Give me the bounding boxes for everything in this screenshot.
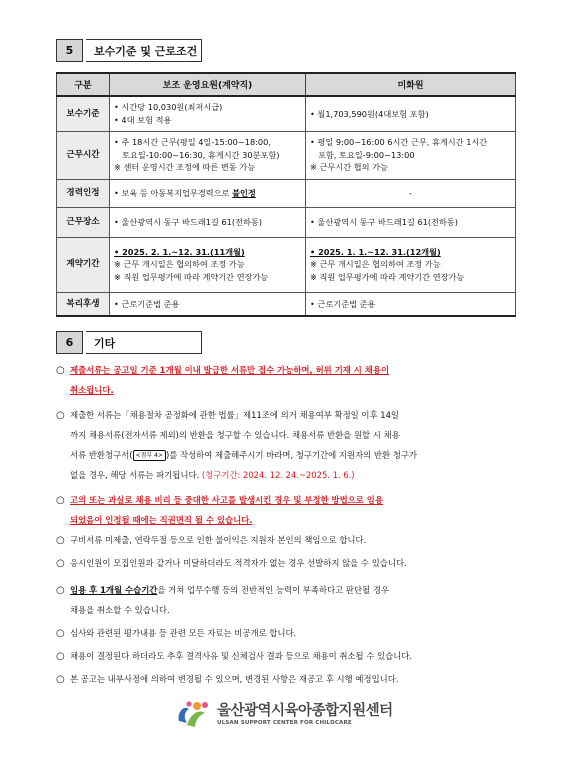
note-text: 없을 경우, 해당 서류는 파기됩니다. xyxy=(70,470,202,480)
childcare-logo-icon xyxy=(175,699,211,729)
circle-bullet-icon: ○ xyxy=(56,585,65,596)
note-item xyxy=(56,580,516,620)
note-item xyxy=(56,405,516,485)
probation-emphasis: 임용 후 1개월 수습기간 xyxy=(70,585,158,595)
cell-line: • 평일 9:00~16:00 6시간 근무, 휴게시간 1시간 xyxy=(310,137,488,148)
note-item xyxy=(56,553,516,573)
cell-line: ※ 센터 운영시간 조정에 따른 변동 가능 xyxy=(114,162,256,173)
career-assistant-cell xyxy=(110,179,306,207)
note-text: 구비서류 미제출, 연락두절 등으로 인한 불이익은 지원자 본인의 책임으로 합니다. xyxy=(70,535,367,545)
note-text: 취소됩니다. xyxy=(70,385,114,395)
col-header-cleaner: 미화원 xyxy=(306,73,516,96)
cell-line: ※ 근무시간 협의 가능 xyxy=(310,162,388,173)
note-item xyxy=(56,360,516,400)
contract-assistant-cell xyxy=(110,237,306,292)
note-text: )를 작성하여 제출해주시기 바라며, 청구기간에 지원자의 반환 청구가 xyxy=(165,450,418,460)
note-text: 을 거쳐 업무수행 등의 전반적인 능력이 부족하다고 판단될 경우 xyxy=(157,585,390,595)
note-text: 되었음이 인정될 때에는 직권면직 될 수 있습니다. xyxy=(70,515,253,525)
note-item xyxy=(56,490,516,530)
note-text: 까지 채용서류(전자서류 제외)의 반환을 청구할 수 있습니다. 채용서류 반환을 원할 시 채용 xyxy=(70,430,400,440)
table-row-contract xyxy=(57,237,516,292)
note-item xyxy=(56,669,516,689)
note-text: 본 공고는 내부사정에 의하여 변경될 수 있으며, 변경된 사항은 재공고 후 시행 예정입니다. xyxy=(70,674,399,684)
row-label: 근무시간 xyxy=(57,131,110,179)
section-5-header xyxy=(56,39,202,62)
contract-cleaner-cell xyxy=(306,237,516,292)
not-recognized-emphasis: 불인정 xyxy=(232,187,256,198)
table-row-welfare xyxy=(57,292,516,316)
table-row-career xyxy=(57,179,516,207)
table-header-row xyxy=(57,73,516,96)
career-cleaner-cell: - xyxy=(306,179,516,207)
pay-assistant-cell xyxy=(110,96,306,131)
cell-text: • 보육 등 아동복지업무경력으로 xyxy=(114,187,233,198)
place-cleaner-cell: • 울산광역시 동구 바드래1길 61(전하동) xyxy=(306,207,516,237)
note-text: 심사와 관련된 평가내용 등 관련 모든 자료는 비공개로 합니다. xyxy=(70,628,297,638)
conditions-table xyxy=(56,72,516,317)
row-label: 계약기간 xyxy=(57,237,110,292)
cell-line: 포함, 토요일-9:00~13:00 xyxy=(318,149,415,160)
note-item xyxy=(56,530,516,550)
note-item xyxy=(56,646,516,666)
pay-cleaner-cell xyxy=(306,96,516,131)
logo-name-korean: 울산광역시육아종합지원센터 xyxy=(217,702,393,719)
cell-line: ※ 근무 개시일은 협의하여 조정 가능 xyxy=(310,259,441,270)
cell-line: • 월1,703,590원(4대보험 포함) xyxy=(310,108,429,119)
row-label: 복리후생 xyxy=(57,292,110,316)
hours-assistant-cell xyxy=(110,131,306,179)
attachment-chip: <첨부 4> xyxy=(133,450,166,461)
row-label: 근무장소 xyxy=(57,207,110,237)
col-header-category: 구분 xyxy=(57,73,110,96)
cell-line: • 시간당 10,030원(최저시급) xyxy=(114,102,223,113)
note-text: 서류 반환청구서( xyxy=(70,450,133,460)
section-6-header xyxy=(56,331,202,354)
note-item xyxy=(56,623,516,643)
welfare-cleaner-cell: • 근로기준법 준용 xyxy=(306,292,516,316)
cell-line: • 2025. 2. 1.~12. 31.(11개월) xyxy=(114,246,245,257)
cell-line: ※ 직원 업무평가에 따라 계약기간 연장가능 xyxy=(114,271,269,282)
logo-name-english: ULSAN SUPPORT CENTER FOR CHILDCARE xyxy=(217,719,352,726)
col-header-assistant: 보조 운영요원(계약직) xyxy=(110,73,306,96)
row-label: 경력인정 xyxy=(57,179,110,207)
section-number: 5 xyxy=(56,39,83,62)
cell-line: 토요일-10:00~16:30, 휴게시간 30분포함) xyxy=(122,149,280,160)
section-number: 6 xyxy=(56,331,83,354)
table-row-hours xyxy=(57,131,516,179)
place-assistant-cell: • 울산광역시 동구 바드래1길 61(전하동) xyxy=(110,207,306,237)
note-text: 채용을 취소할 수 있습니다. xyxy=(70,605,170,615)
hours-cleaner-cell xyxy=(306,131,516,179)
cell-line: ※ 근무 개시일은 협의하여 조정 가능 xyxy=(114,259,245,270)
row-label: 보수기준 xyxy=(57,96,110,131)
circle-bullet-icon: ○ xyxy=(56,410,65,421)
circle-bullet-icon: ○ xyxy=(56,674,65,685)
section-title: 보수기준 및 근로조건 xyxy=(86,39,202,62)
note-text: 응시인원이 모집인원과 같거나 미달하더라도 적격자가 없는 경우 선발하지 않을 수 있습니다. xyxy=(70,558,407,568)
table-row-pay xyxy=(57,96,516,131)
claim-period-text: (청구기간: 2024. 12. 24.~2025. 1. 6.) xyxy=(201,470,355,480)
center-logo xyxy=(175,694,405,734)
circle-bullet-icon: ○ xyxy=(56,558,65,569)
circle-bullet-icon: ○ xyxy=(56,628,65,639)
welfare-assistant-cell: • 근로기준법 준용 xyxy=(110,292,306,316)
cell-line: ※ 직원 업무평가에 따라 계약기간 연장가능 xyxy=(310,271,465,282)
circle-bullet-icon: ○ xyxy=(56,365,65,376)
cell-line: • 주 18시간 근무(평일 4일-15:00~18:00, xyxy=(114,137,271,148)
cell-line: • 4대 보험 적용 xyxy=(114,114,172,125)
section-title: 기타 xyxy=(86,331,202,354)
note-text: 제출서류는 공고일 기준 1개월 이내 발급한 서류만 접수 가능하며, 허위 기재 시 채용이 xyxy=(70,365,390,375)
note-text: 제출한 서류는「채용절차 공정화에 관한 법률」제11조에 의거 채용여부 확정일 이후 14일 xyxy=(70,410,399,420)
circle-bullet-icon: ○ xyxy=(56,535,65,546)
note-text: 채용이 결정된다 하더라도 추후 결격사유 및 신체검사 결과 등으로 채용이 취소될 수 있습니다. xyxy=(70,651,413,661)
cell-line: • 2025. 1. 1.~12. 31.(12개월) xyxy=(310,246,441,257)
circle-bullet-icon: ○ xyxy=(56,651,65,662)
table-row-place xyxy=(57,207,516,237)
circle-bullet-icon: ○ xyxy=(56,495,65,506)
note-text: 고의 또는 과실로 채용 비리 등 중대한 사고를 발생시킨 경우 및 부정한 방법으로 임용 xyxy=(70,495,383,505)
